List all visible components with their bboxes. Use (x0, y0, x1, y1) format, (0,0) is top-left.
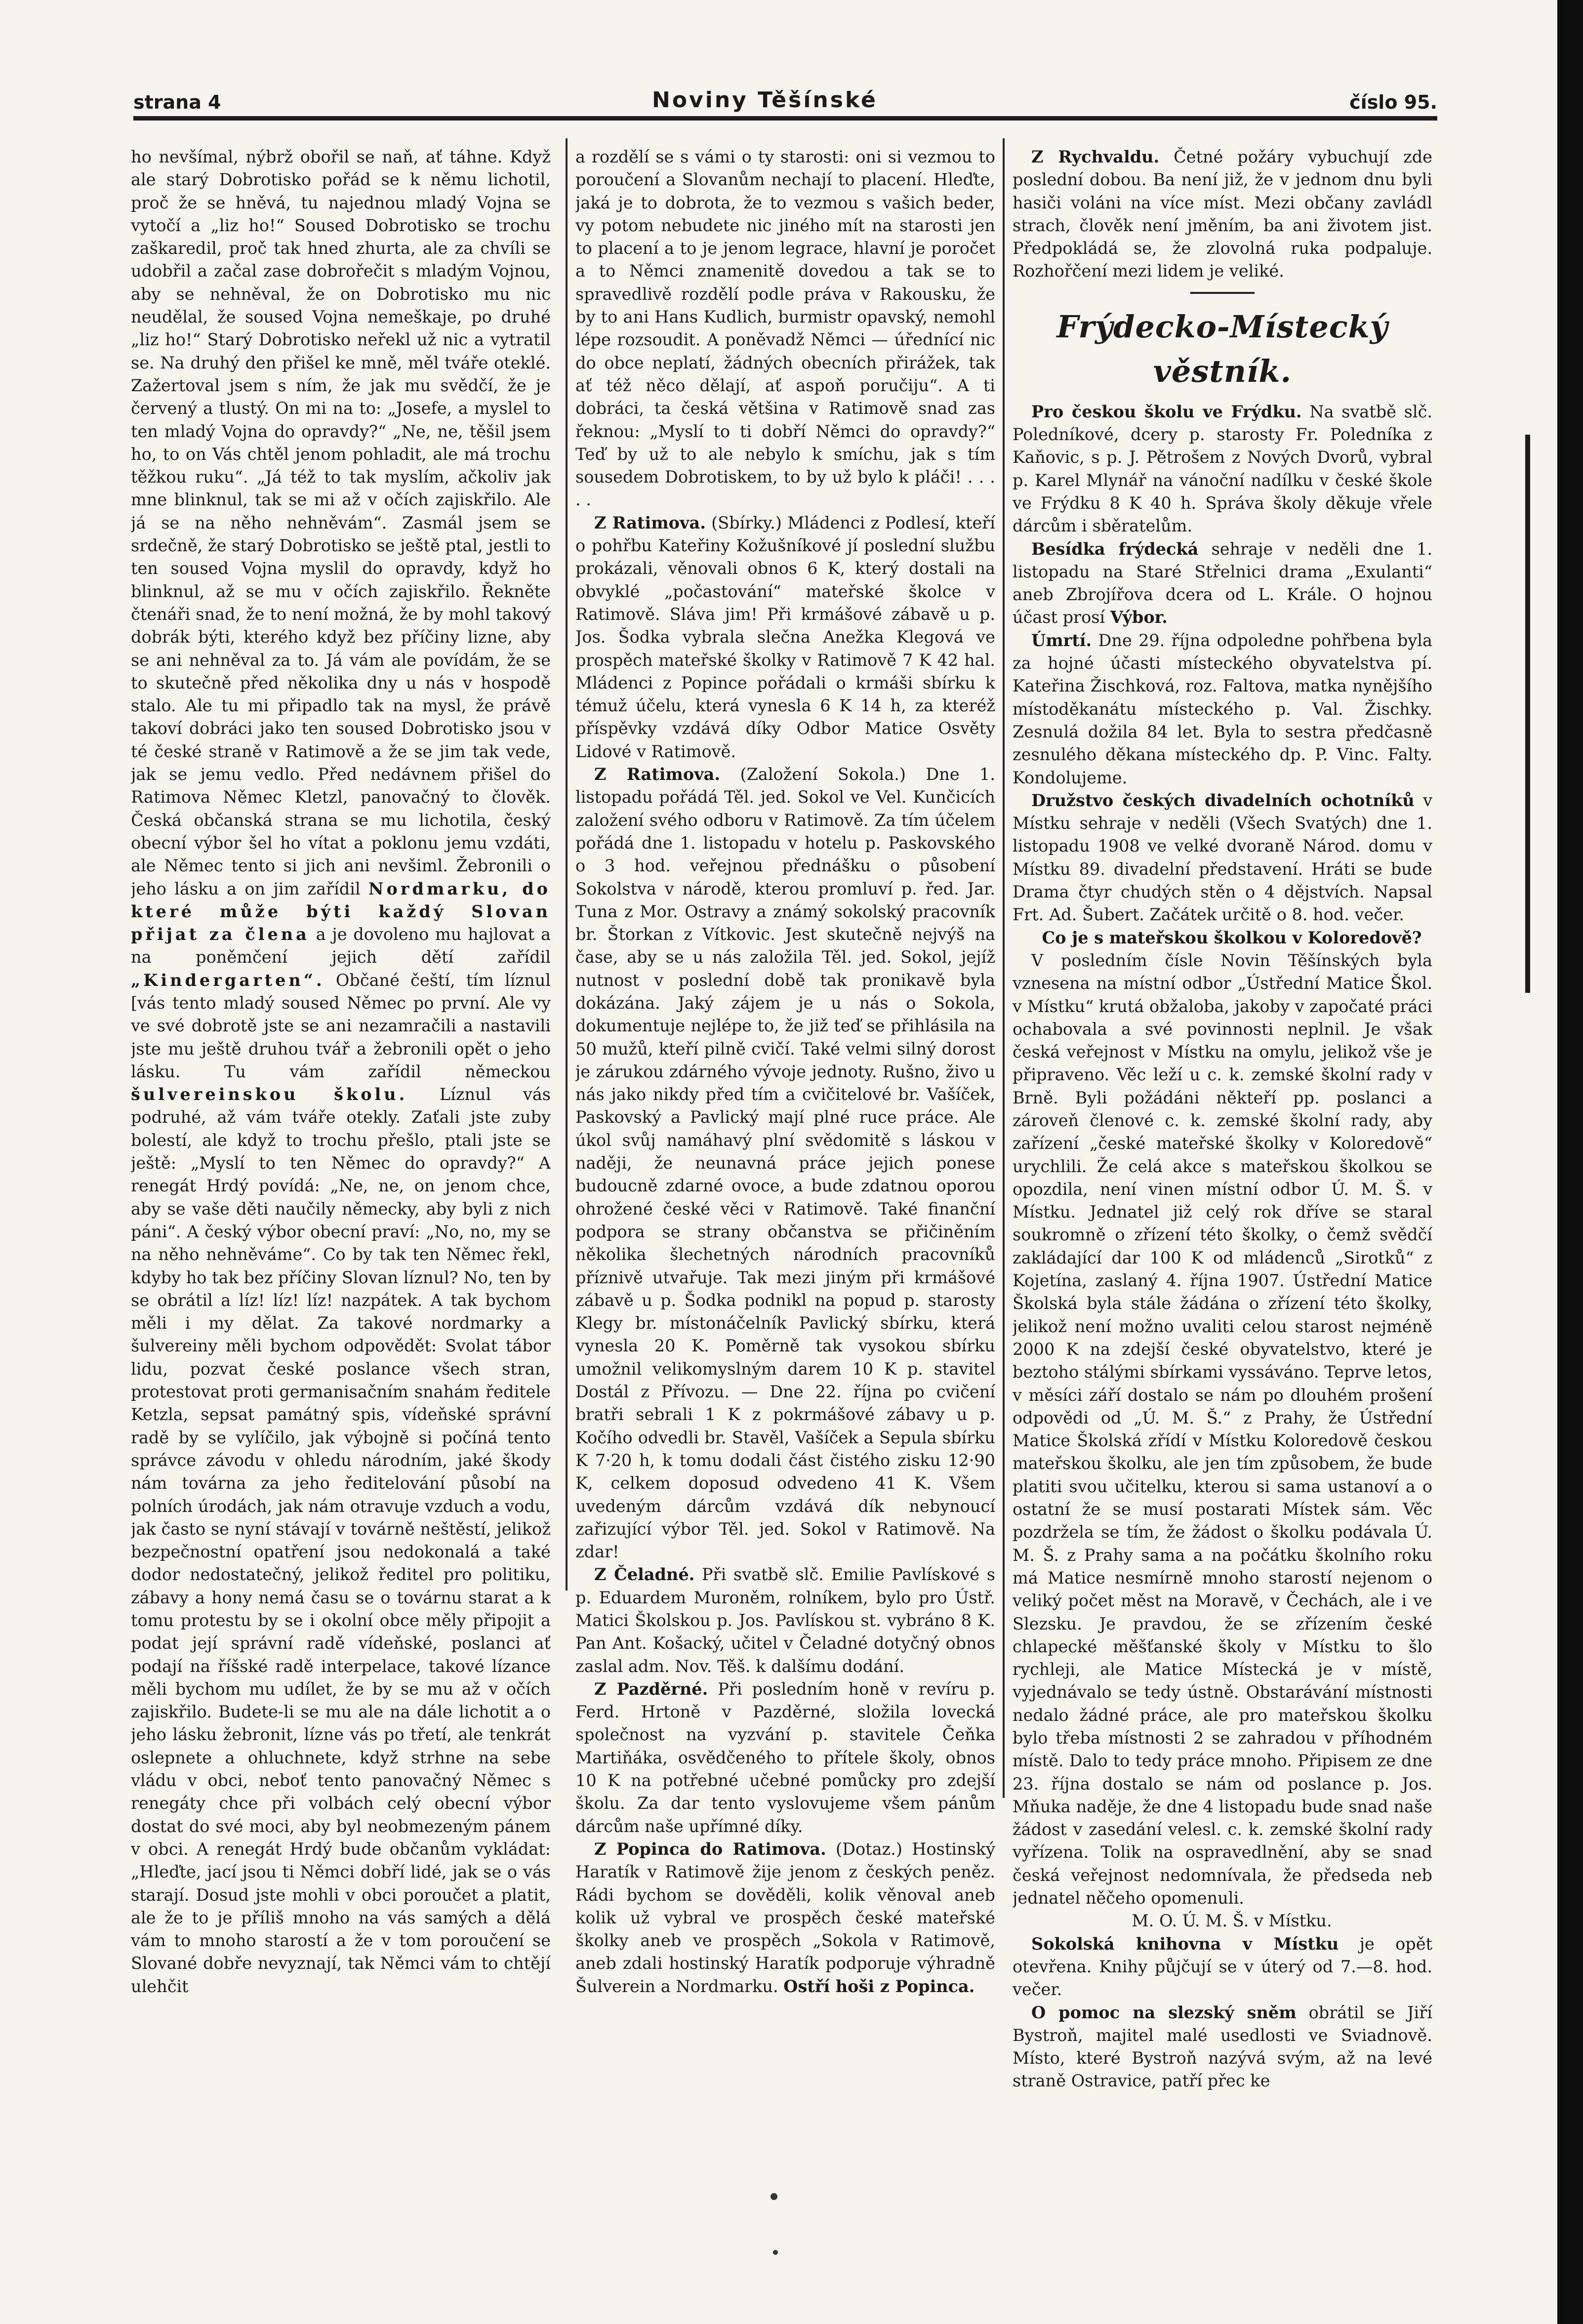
article-text: Líznul vás podruhé, až vám tváře otekly. Zaťali jste zuby bolestí, ale když to trochu přešlo, ptali jste se ještě: „Myslí to ten Němec do opravdy?“ A renegát Hrdý povídá: „Ne, ne, on jenom chce, aby se vaše děti naučily německy, aby byli z nich páni“. A český výbor obecní praví: „No, no, my se na něho nehněváme“. Co by tak ten Němec řekl, kdyby ho tak bez příčiny Slovan líznul? No, ten by se obrátil a líz! líz! líz! nazpátek. A tak bychom měli i my dělat. Za takové nordmarky a šulvereiny měli bychom odpovědět: Svolat tábor lidu, pozvat české poslance všech stran, protestovat proti germanisačním snahám ředitele Ketzla, sepsat památný spis, vídeňské správní radě by se vylíčilo, jak výbojně si počíná tento správce závodu v ohledu národním, jaké škody nám továrna za jeho ředitelování působí na polních úrodách, jak nám otravuje vzduch a vodu, jak často se nyní stávají v továrně neštěstí, jelikož bezpečnostní opatření jsou nedokonalá a také dodor nedostatečný, jelikož ředitel pro politiku, zábavy a hony nemá času se o továrnu starat a k tomu protestu by se i okolní obce měly připojit a podat její správní radě vídeňské, poslanci ať podají na říšské radě interpelace, takové lízance měli bychom mu udílet, že by se mu až v očích zajiskřilo. Budete-li se mu ale na dále lichotit a o jeho lásku žebronit, lízne vás po třetí, ale tenkrát oslepnete a ohluchnete, když strhne na sebe vládu v obci, neboť tento panovačný Němec s renegáty chce při volbách celý obecní výbor dostat do své moci, aby byl neobmezeným pánem v obci. A renegát Hrdý bude občanům vykládat: „Hleďte, jací jsou ti Němci dobří lidé, jak se o vás starají. Dosud jste mohli v obci poroučet a platit, ale že to je příliš mnoho na vás samých a dělá vám to mnoho starostí a že v tom poroučení se Slované dobře nevyznají, tak Němci vám to chtějí ulehčit (131, 1085, 551, 1996)
news-text: sehraje v neděli dne 1. listopadu na Staré Střelnici drama „Exulanti“ aneb Zbrojířova dcera od L. Krále. O hojnou účast prosí (1013, 539, 1432, 627)
scan-speck (771, 2193, 777, 2200)
article-paragraph: a rozdělí se s vámi o ty starosti: oni si vezmou to poroučení a Slovanům nechají to placení. Hleďte, jaká je to dobrota, že to vezmou s vašich beder, vy potom nebudete nic jiného mít na starosti jen to placení a to je jenom legrace, hlavní je poročet a to Němci znamenitě dovedou a tak se to spravedlivě rozdělí podle práva v Rakousku, že by to ani Hans Kudlich, burmistr opavský, nemohl lépe rozsoudit. A poněvadž Němci — úřednící nic do obce neplatí, žádných obecních přirážek, tak ať též něco dělají, ať aspoň poručiju“. A ti dobráci, ta česká většina v Ratimově snad zas řeknou: „Myslí to ti dobří Němci do opravdy?“ Teď by už to ale nebylo k smíchu, jak s tím sousedem Dobrotiskem, to by už bylo k pláči! . . . . . (575, 147, 995, 510)
news-text: Dne 29. října odpoledne pohřbena byla za hojné účasti místeckého obyvatelstva pí. Kateřina Žischková, roz. Faltova, matka nynějšího místoděkanátu místeckého p. Val. Žischky. Zesnulá dožila 84 let. Byla to sestra předčasně zesnulého děkana místeckého dp. P. Vinc. Falty. Kondolujeme. (1013, 630, 1432, 787)
news-heading: Z Rychvaldu. (1031, 147, 1160, 166)
news-heading: Pro českou školu ve Frýdku. (1031, 402, 1302, 421)
news-text: obrátil se Jiří Bystroň, majitel malé usedlosti ve Sviadnově. Místo, které Bystroň nazývá svým, až na levé straně Ostravice, patří přec ke (1013, 2002, 1432, 2091)
news-item (1013, 401, 1432, 538)
news-item (1013, 2001, 1432, 2093)
emphasis-text: „Kindergarten“. (131, 970, 325, 990)
news-text: Četné požáry vybuchují zde poslední dobou. Ba není již, že v jednom dnu byli hasiči voláni na více míst. Mezi občany zavládl strach, člověk není jměním, ba ani životem jist. Předpokládá se, že zlovolná ruka podpaluje. Rozhořčení mezi lidem je veliké. (1013, 147, 1432, 281)
scan-speck (773, 2250, 778, 2255)
news-item (1013, 789, 1432, 927)
section-title: Frýdecko-Místecký věstník. (1056, 308, 1388, 389)
news-item (1013, 1933, 1432, 2001)
news-text: v Místku sehraje v neděli (Všech Svatých) dne 1. listopadu 1908 ve velké dvoraně Národ. domu v Místku 89. divadelní představení. Hráti se bude Drama čtyr chudých stěn o 4 dějstvích. Napsal Frt. Ad. Šubert. Začátek určitě o 8. hod. večer. (1013, 790, 1432, 925)
news-text: (Založení Sokola.) Dne 1. listopadu pořádá Těl. jed. Sokol ve Vel. Kunčicích založení svého odboru v Ratimově. Za tím účelem pořádá dne 1. listopadu v hotelu p. Paskovského o 3 hod. veřejnou přednášku o působení Sokolstva v národě, kterou promluví p. řed. Jar. Tuna z Mor. Ostravy a známý sokolský pracovník br. Štorkan z Vítkovic. Jest skutečně nejvýš na čase, aby se u nás založila Těl. jed. Sokol, jejíž nutnost v poslední době tak pronikavě byla dokázána. Jaký zájem je u nás o Sokola, dokumentuje nejlépe to, že již teď se přihlásila na 50 mužů, kteří pilně cvičí. Také velmi silný dorost je zárukou zdárného vývoje jednoty. Rušno, živo u nás jako nikdy před tím a cvičitelové br. Vašíček, Paskovský a Pavlický mají plné ruce práce. Ale úkol svůj namáhavý plní svědomitě s láskou v naději, že neunavná práce jejich ponese budoucně zdarné ovoce, a bude zdatnou oporou ohrožené české věci v Ratimově. Také finanční podpora se strany občanstva se přičiněním několika šlechetných národních pracovníků příznivě utvařuje. Tak mezi jiným při krmášové zábavě u p. Šodka podnikl na popud p. starosty Klegy br. místonáčelník Pavlický sbírku, která vynesla 20 K. Poměrně tak vysokou sbírku umožnil velikomyslným darem 10 K p. stavitel Dostál z Přívozu. — Dne 22. října po cvičení bratři sebrali 1 K z pokrmášové zábavy u p. Kočího odvedli br. Stavěl, Vašíček a Sepula sbírku K 7·20 h, k tomu dodali část čistého zisku 12·90 K, celkem doposud odvedeno 41 K. Všem uvedeným dárcům vzdává dík nebynoucí zařizující výbor Těl. jed. Sokol v Ratimově. (575, 765, 995, 1539)
issue-number: číslo 95. (1349, 91, 1437, 113)
news-item (575, 1563, 995, 1677)
news-item (575, 512, 995, 763)
news-heading: Co je s mateřskou školkou v Koloredově? (1042, 928, 1422, 947)
column-2 (575, 146, 995, 2245)
news-text: (Dotaz.) Hostinský Haratík v Ratimově žije jenom z českých peněz. Rádi bychom se dověděli, kolik věnoval aneb kolik už vybral ve prospěch české mateřské školky aneb ve prospěch „Sokola v Ratimově, aneb zdali hostinský Haratík podporuje výhradně Šulverein a Nordmarku. (575, 1839, 995, 1996)
news-signature: M. O. Ú. M. Š. v Místku. (1132, 1911, 1332, 1931)
news-signature: Na zdar! (575, 1519, 995, 1562)
news-item (1013, 927, 1432, 949)
column-1 (131, 146, 551, 2245)
scan-edge (1557, 0, 1583, 2324)
news-item (575, 763, 995, 1563)
column-divider (566, 138, 568, 1590)
news-text: Při posledním honě v revíru p. Ferd. Hrtoně v Pazděrné, složila lovecká společnost na vyzvání p. stavitele Čeňka Martiňáka, osvědčeného to přítele školy, obnos 10 K na potřebné učebné pomůcky pro zdejší školu. Za dar tento vyslovujeme všem pánům dárcům naše upřímné díky. (575, 1679, 995, 1836)
article-paragraph (131, 146, 551, 1998)
news-text: (Sbírky.) Mládenci z Podlesí, kteří o pohřbu Kateřiny Kožušníkové jí poslední službu prokázali, věnovali obnos 6 K, který dostali na obvyklé „počastování“ mateřské školce v Ratimově. Sláva jim! Při krmášové zábavě u p. Jos. Šodka vybrala slečna Anežka Klegová ve prospěch mateřské školky v Ratimově 7 K 42 hal. Mládenci z Popince pořádali o krmáši sbírku k témuž účelu, která vynesla 6 K 14 h, za kteréž příspěvky vzdává díky Odbor Matice Osvěty Lidové v Ratimově. (575, 513, 995, 761)
page-header (133, 87, 1437, 116)
news-heading: Besídka frýdecká (1031, 539, 1199, 559)
news-text: je opět otevřena. Knihy půjčují se v úterý od 7.—8. hod. večer. (1013, 1934, 1432, 1999)
section-divider (1190, 292, 1255, 294)
news-signature: Výbor. (1110, 608, 1168, 627)
news-heading: Z Ratimova. (594, 513, 706, 532)
article-text: Občané čeští, tím líznul [vás tento mladý soused Němec po první. Ale vy ve své dobrotě jste se ani nezamračili a nastavili jste mu ještě druhou tvář a žebronili opět o jeho lásku. Tu vám zařídil německou (131, 970, 551, 1081)
news-text: Při svatbě slč. Emilie Pavlískové s p. Eduardem Muroněm, rolníkem, bylo pro Ústř. Matici Školskou p. Jos. Pavlískou st. vybráno 8 K. Pan Ant. Košacký, učitel v Čeladné dotyčný obnos zaslal adm. Nov. Těš. k dalšímu dodání. (575, 1565, 995, 1676)
news-heading: O pomoc na slezský sněm (1031, 2002, 1297, 2022)
column-3 (1013, 146, 1432, 2245)
emphasis-text: Nordmarku, do které může býti každý Slovan přijat za člena (131, 879, 551, 944)
margin-bar (1525, 435, 1530, 993)
news-text: V posledním čísle Novin Těšínských byla vznesena na místní odbor „Ústřední Matice Škol. v Místku“ krutá obžaloba, jakoby v započaté práci ochabovala a své povinnosti neplnil. Je však česká veřejnost v Místku na omylu, jelikož vše je připraveno. Věc leží u c. k. zemské školní rady v Brně. Byli požádáni někteří pp. poslanci a zároveň členové c. k. zemské školní rady, aby zařízení „české mateřské školky v Koloredově“ urychlili. Že celá akce s mateřskou školkou se opozdila, není vinen místní odbor Ú. M. Š. v Místku. Jednatel již celý rok dříve se staral soukromně o zřízení této školky, o čemž svědčí zakládající dar 100 K od mládenců „Sirotků“ z Kojetína, zaslaný 4. října 1907. Ústřední Matice Školská byla stále žádána o zřízení této školky, jelikož není možno uvaliti celou starost nejméně 2000 K na zdejší české obyvatelstvo, které je beztoho stálými sbírkami vyssáváno. Teprve letos, v měsíci září dostalo se nám po dlouhém prošení odpovědi od „Ú. M. Š.“ z Prahy, že Ústřední Matice Školská zřídí v Místku Koloredově českou mateřskou školku, ale jen tím způsobem, že bude platiti svou učitelku, kterou si sama ustanoví a o ostatní že se musí postarati Místek sám. Věc pozdržela se tím, že žádost o školku podávala Ú. M. Š. z Prahy sama a na počátku školního roku má Matice nesmírně mnoho starostí nejenom o veliký počet měst na Moravě, v Čechách, ale i ve Slezsku. Je pravdou, že se zřízením české chlapecké měšťanské školy v Místku to šlo rychleji, ale Matice Místecká je v místě, vyjednávalo se tedy ústně. Obstarávání místnosti nedalo žádné práce, ale pro mateřskou školku bylo třeba místnosti 2 se zahradou v příhodném místě. Dalo to tedy práce mnoho. Připisem ze dne 23. října dostalo se nám od poslance p. Jos. Mňuka naděje, že dne 4 listopadu bude snad naše žádost v zasedání velesl. c. k. zemské školní rady vyřízena. Tolik na ospravedlnění, aby se snad česká veřejnost nedomnívala, že předseda neb jednatel něčeho opomenuli. (1013, 950, 1432, 1908)
news-signature: Ostří hoši z Popinca. (783, 1976, 975, 1996)
news-item (1013, 629, 1432, 789)
header-rule (133, 116, 1437, 121)
news-item (1013, 146, 1432, 283)
news-heading: Sokolská knihovna v Místku (1031, 1934, 1339, 1954)
news-item (575, 1838, 995, 1998)
article-text: a je dovoleno mu hajlovat a na poněmčení jejich dětí zařídil (131, 925, 551, 967)
page-number: strana 4 (133, 91, 221, 113)
news-heading: Úmrtí. (1031, 630, 1092, 650)
news-heading: Z Ratimova. (594, 765, 721, 784)
column-divider (1003, 138, 1005, 1798)
news-text: Na svatbě slč. Poledníkové, dcery p. starosty Fr. Poledníka z Kaňovic, s p. J. Pětrošem z Nových Dvorů, vybral p. Karel Mlynář na vánoční nadílku v české škole ve Frýdku 8 K 40 h. Správa školy děkuje vřele dárcům i sběratelům. (1013, 402, 1432, 536)
emphasis-text: šulvereinskou školu. (131, 1085, 408, 1104)
news-heading: Družstvo českých divadelních ochotníků (1031, 790, 1415, 810)
news-item (575, 1678, 995, 1838)
news-item (1013, 538, 1432, 629)
news-heading: Z Popinca do Ratimova. (594, 1839, 826, 1859)
article-text: ho nevšímal, nýbrž obořil se naň, ať táhne. Když ale starý Dobrotisko pořád se k němu lichotil, proč že se hněvá, tu najednou mladý Vojna se vytočí a „liz ho!“ Soused Dobrotisko se trochu zaškaredil, proč tak hned zhurta, ale za chvíli se udobřil a začal zase dobrořečit s mladým Vojnou, aby se nehněval, že on Dobrotisko mu nic neudělal, že soused Vojna nemeškaje, po druhé „liz ho!“ Starý Dobrotisko neřekl už nic a vytratil se. Na druhý den přišel ke mně, měl tváře oteklé. Zažertoval jsem s ním, že jak mu svědčí, že je červený a tlustý. On mi na to: „Josefe, a myslel to ten mladý Vojna do opravdy?“ „Ne, ne, těšil jsem ho, to on Vás chtěl jenom pohladit, ale má trochu těžkou ruku“. „Já též to tak myslím, ačkoliv jak mne blinknul, tak se mi až v očích zajiskřilo. Ale já se na něho nehněvám“. Zasmál jsem se srdečně, že starý Dobrotisko se ještě ptal, jestli to ten soused Vojna myslil do opravdy, když ho blinknul, až se mu v očích zajiskřilo. Řekněte čtenáři snad, že to není možná, že by mohl takový dobrák býti, kterého když bez příčiny lizne, aby se ani nehněval za to. Já vám ale povídám, že se to skutečně před několika dny u nás v hospodě stalo. Ale tu mi připadlo tak na mysl, že právě takoví dobráci jako ten soused Dobrotisko jsou v té české straně v Ratimově a že se jim tak vede, jak se jemu vedlo. Před nedávnem přišel do Ratimova Němec Kletzl, panovačný to člověk. Česká občanská strana se mu lichotila, český obecní výbor šel ho vítat a poklonu jemu vzdáti, ale Němec tento si jich ani nevšiml. Žebronili o jeho lásku a on jim zařídil (131, 147, 551, 898)
newspaper-title: Noviny Těšínské (652, 87, 878, 113)
news-heading: Z Pazděrné. (594, 1679, 708, 1699)
news-heading: Z Čeladné. (594, 1565, 695, 1585)
